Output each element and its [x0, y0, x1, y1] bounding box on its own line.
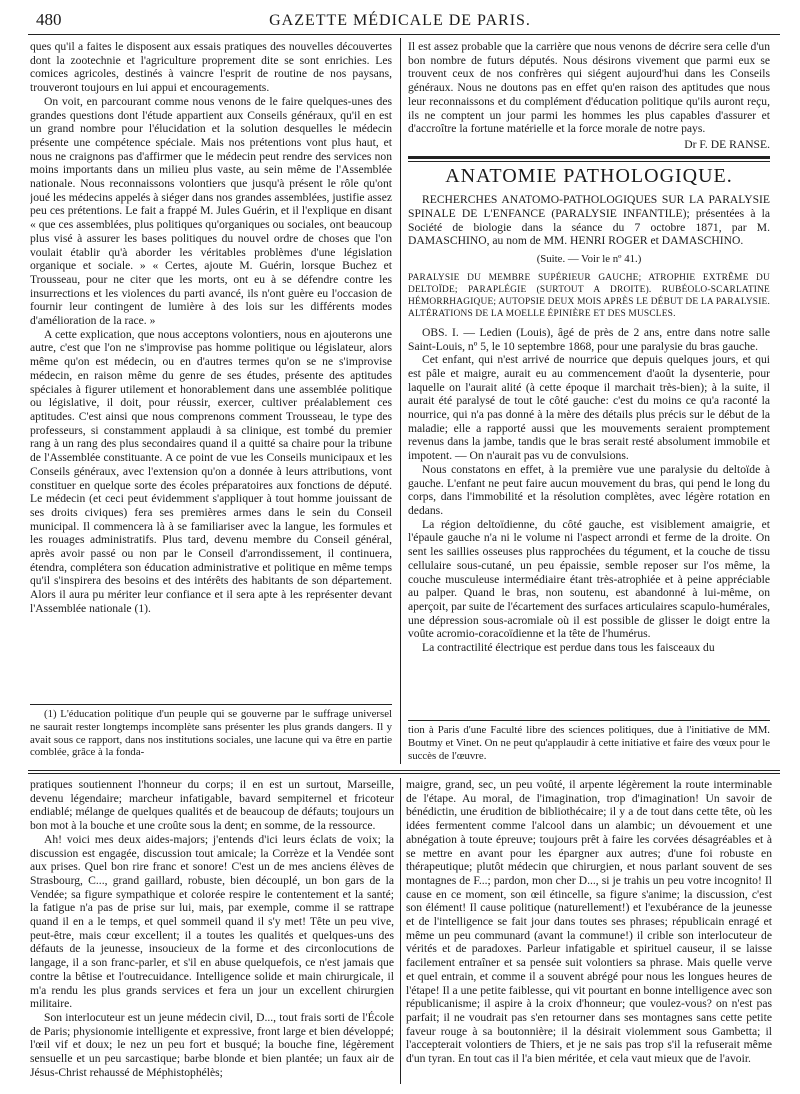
journal-title: GAZETTE MÉDICALE DE PARIS.	[269, 12, 531, 29]
top-right-column	[408, 40, 770, 700]
paragraph: ques qu'il a faites le disposent aux essais pratiques des nouvelles découvertes dont la zootechnie et l'agriculture proprement dite se sont enrichies. Les comices agricoles, destinés à vaincre l'esprit de routine de nos paysans, trouveront toujours en lui appui et encouragements.	[30, 40, 392, 95]
article-title: RECHERCHES ANATOMO-PATHOLOGIQUES SUR LA PARALYSIE SPINALE DE L'ENFANCE (PARALYSIE INFANTILE); présentées à la Société de biologie dans la séance du 7 octobre 1871, par M. DAMASCHINO, au nom de MM. HENRI ROGER et DAMASCHINO.	[408, 193, 770, 248]
paragraph: maigre, grand, sec, un peu voûté, il arpente légèrement la route interminable de l'étape. Au moral, de l'imagination, trop d'imagination! Un savoir de bénédictin, une érudition de bibliothécaire; il y a de tout dans cette tête, où les idées fermentent comme l'alcool dans un alambic; un dévouement et une abnégation à toute épreuve; toujours prêt à faire les corvées désagréables et à se mettre en avant pour les épargner aux autres; d'une foi robuste en thérapeutique; plutôt médecin que chirurgien, et nous parlant souvent de ses montagnes de F...; pardon, mon cher D..., si je trahis un peu votre incognito! Il cause en ce moment, son œil étincelle, sa figure s'anime; la discussion, c'est son élément! Il cause politique (naturellement!) et l'exubérance de la jeunesse et de l'intelligence se fait jour dans toutes ses phrases; républicain enragé et même un peu communard (avant la commune!) il crible son interlocuteur de vérités et de paradoxes. Parleur infatigable et spirituel causeur, il se laisse facilement entraîner et sa pensée suit volontiers sa phrase. Mais quelle verve et quel entrain, et comme il a souvent abrégé pour nous les longues heures de l'étape! Il a une petite faiblesse, qui vit pourtant en bonne intelligence avec son républicanisme; il aspire à la croix d'honneur; que voulez-vous? on n'est pas parfait; il ne voudrait pas s'en retourner dans ses montagnes sans cette petite faveur rouge à sa boutonnière; il la désirait violemment sous Gambetta; il l'accepterait volontiers de Thiers, et je ne sais pas trop s'il la refuserait même d'un tyran. En tout cas il l'a bien méritée, et cela vaut mieux que de l'avoir.	[406, 778, 772, 1066]
footnote: tion à Paris d'une Faculté libre des sciences politiques, due à l'initiative de MM. Boutmy et Vinet. On ne peut qu'applaudir à cette initiative et faire des vœux pour le succès de l'œuvre.	[408, 724, 770, 762]
paragraph: pratiques soutiennent l'honneur du corps; il en est un surtout, Marseille, devenu légendaire; marcheur infatigable, bavard sempiternel et fricoteur endiablé; mélange de quelques qualités et de beaucoup de défauts; toujours un bon mot à la bouche et une croûte sous la dent; en somme, de la ressource.	[30, 778, 394, 833]
page-header	[0, 0, 800, 30]
feuilleton-rule-2	[28, 773, 780, 774]
section-title: ANATOMIE PATHOLOGIQUE.	[445, 164, 733, 187]
header-rule	[28, 34, 780, 35]
footnote-rule	[408, 720, 770, 721]
paragraph: A cette explication, que nous acceptons volontiers, nous en ajouterons une autre, c'est que l'on ne s'improvise pas homme politique ou législateur, alors même qu'on est médecin, ou en d'autres termes qu'on se ne s'improvise médecin, en raison même du genre de ses études, présente des aptitudes spéciales à figurer utilement et honorablement dans une assemblée politique ou législative, il doit, pour réussir, exercer, cultiver préalablement ces aptitudes. C'est ainsi que nous comprenons comment Trousseau, le type des professeurs, si constamment applaudi à sa clinique, est tombé du premier rang à un rang des plus secondaires quand il a quitté sa chaire pour la tribune de l'Assemblée constituante. A ce point de vue les Conseils municipaux et les Conseils généraux, avec l'extension qu'on a donnée à leurs attributions, vont constituer en quelque sorte des écoles préparatoires aux fonctions de député. Le médecin (et ceci peut évidemment s'appliquer à tout homme jouissant de ses droits civiques) fera ses premières armes dans le sein du Conseil municipal. Il commencera là à se familiariser avec la langue, les formules et les rouages administratifs. Plus tard, devenu membre du Conseil général, après avoir passé ou non par le Conseil d'arrondissement, il continuera, étendra, complétera son éducation administrative et politique en même temps qu'il s'inspirera des besoins et des intérêts des habitants de son département. Alors il aura pu mériter leur confiance et il sera apte à les représenter devant l'Assemblée nationale (1).	[30, 327, 392, 615]
case-paragraph: Nous constatons en effet, à la première vue une paralysie du deltoïde à gauche. L'enfant ne peut faire aucun mouvement du bras, qui pend le long du corps, dans l'immobilité et la résolution complètes, avec légère rotation en dedans.	[408, 462, 770, 517]
case-paragraph: Cet enfant, qui n'est arrivé de nourrice que depuis quelques jours, et qui est pâle et maigre, aurait eu au commencement d'août la dysenterie, pour laquelle on l'aurait alité (à cette époque il marchait très-bien); à la suite, il aurait été paralysé de tout le côté gauche: c'est du moins ce qu'a raconté la nourrice, qui n'a pas donné à la mère des détails plus précis sur le début de la maladie; elle a rapporté aussi que les mouvements seraient promptement revenus dans la jambe, tandis que le bras serait resté absolument immobile et impotent. — On n'aurait pas vu de convulsions.	[408, 353, 770, 463]
page-number: 480	[36, 10, 62, 29]
top-right-footnote	[408, 724, 770, 764]
section-rule	[408, 156, 770, 162]
footnote: (1) L'éducation politique d'un peuple qui se gouverne par le suffrage universel ne saurait rester longtemps incomplète sans présenter les plus grands dangers. Il y avait sous ce rapport, dans nos institutions sociales, une lacune qui va être en partie comblée, grâce à la fonda-	[30, 708, 392, 759]
case-paragraph: OBS. I. — Ledien (Louis), âgé de près de 2 ans, entre dans notre salle Saint-Louis, nº 5, le 10 septembre 1868, pour une paralysie du bras gauche.	[408, 325, 770, 353]
suite-note: (Suite. — Voir le nº 41.)	[536, 253, 642, 266]
case-abstract: PARALYSIE DU MEMBRE SUPÉRIEUR GAUCHE; ATROPHIE EXTRÊME DU DELTOÏDE; PARAPLÉGIE (SURTOUT A DROITE). RUBÉOLO-SCARLATINE HÉMORRHAGIQUE; AUTOPSIE DEUX MOIS APRÈS LE DÉBUT DE LA PARALYSIE. ALTÉRATIONS DE LA MOELLE ÉPINIÈRE ET DES MUSCLES.	[408, 272, 770, 319]
feuilleton-rule	[28, 770, 780, 771]
bottom-left-column	[30, 778, 394, 1084]
column-divider	[400, 778, 401, 1084]
paragraph: Ah! voici mes deux aides-majors; j'entends d'ici leurs éclats de voix; la discussion est engagée, discussion tout amicale; la Corrèze et la Vendée sont aux prises. Quel bon rire franc et sonore! C'est un de mes anciens élèves de Strasbourg, C..., grand gaillard, robuste, bien découplé, un bon gars de la Vendée; sa figure sympathique et colorée respire le contentement et la santé; la fatigue n'a pas de prise sur lui, mais, par exemple, comme il se rattrape quand il en a le temps, et quel sommeil quand il s'y met! Tête un peu vive, peut-être, mais cœur excellent; il a toutes les qualités et quelques-uns des défauts de la jeunesse, insoucieux de la forme et des circonlocutions de langage, il a son franc-parler, et s'il en abuse quelquefois, ce n'est jamais que contre la bêtise et l'outrecuidance. Intelligence solide et main chirurgicale, il m'a rendu les plus grands services et fera un jour un excellent chirurgien militaire.	[30, 832, 394, 1011]
column-divider	[400, 38, 401, 764]
signature: Dr F. DE RANSE.	[684, 137, 770, 151]
footnote-rule	[30, 704, 392, 705]
top-left-footnote	[30, 708, 392, 762]
top-left-column	[30, 40, 392, 698]
bottom-right-column	[406, 778, 772, 1084]
paragraph: Son interlocuteur est un jeune médecin civil, D..., tout frais sorti de l'École de Paris; physionomie intelligente et expressive, front large et bien développé; l'œil vif et doux; le nez un peu fort et busqué; la bouche fine, légèrement sensuelle et un peu sarcastique; barbe blonde et bien plantée; un faux air de Jésus-Christ rehaussé de Méphistophélès;	[30, 1010, 394, 1079]
case-paragraph: La contractilité électrique est perdue dans tous les faisceaux du	[422, 641, 715, 655]
case-paragraph: La région deltoïdienne, du côté gauche, est visiblement amaigrie, et l'épaule gauche n'a ni le volume ni l'aspect arrondi et ferme de la droite. On sent les saillies osseuses plus rapprochées du tégument, et la couche de tissu cellulaire sous-cutané, un peu épaissie, semble reposer sur l'os même, la couche musculeuse intermédiaire étant très-atrophiée et à peine appréciable au palper. Quand le bras, non soutenu, est abandonné à lui-même, on aperçoit, par suite de l'écartement des surfaces articulaires scapulo-humérales, une dépression sous-acromiale où il est possible de glisser le doigt entre la voûte acromio-coracoïdienne et la tête de l'humérus.	[408, 517, 770, 641]
paragraph: Il est assez probable que la carrière que nous venons de décrire sera celle d'un bon nombre de futurs députés. Nous désirons vivement que parmi eux se trouvent ceux de nos confrères qui siégent aujourd'hui dans les Conseils généraux. Nous ne doutons pas en effet qu'en raison des aptitudes que nous leur reconnaissons et du complément d'éducation politique qu'ils auront reçu, ils ne comptent un jour parmi les hommes les plus capables d'assurer et d'accroître la fortune matérielle et la force morale de notre pays.	[408, 40, 770, 136]
paragraph: On voit, en parcourant comme nous venons de le faire quelques-unes des grandes questions dont l'étude appartient aux Conseils généraux, qu'il en est un grand nombre pour l'élucidation et la solution desquelles le médecin présente une compétence spéciale. Mais nos prétentions vont plus haut, et nous ne craignons pas d'affirmer que le médecin peut rendre des services non moins importants dans un milieu plus vaste, au sein même de l'Assemblée nationale. Nous reconnaissons volontiers que jusqu'à présent le rôle qu'ont joué les médecins appelés à siéger dans nos grandes assemblées, justifie assez peu ces prétentions. Le fait a frappé M. Jules Guérin, et il l'explique en disant « que ces assemblées, plus politiques qu'organiques ou sociales, ont beaucoup plus visé à assurer les bases politiques du nouvel ordre de choses que l'on voulait établir qu'à aborder les véritables problèmes d'une législation organique et sociale. » « Certes, ajoute M. Guérin, lorsque Buchez et Trousseau, pour ne citer que les morts, ont eu à se défendre contre les insurrections et les violences du parti avancé, ils n'ont guère eu l'occasion de fournir leur contingent de lumière à des lois sur les différents modes d'amélioration de la race. »	[30, 94, 392, 328]
